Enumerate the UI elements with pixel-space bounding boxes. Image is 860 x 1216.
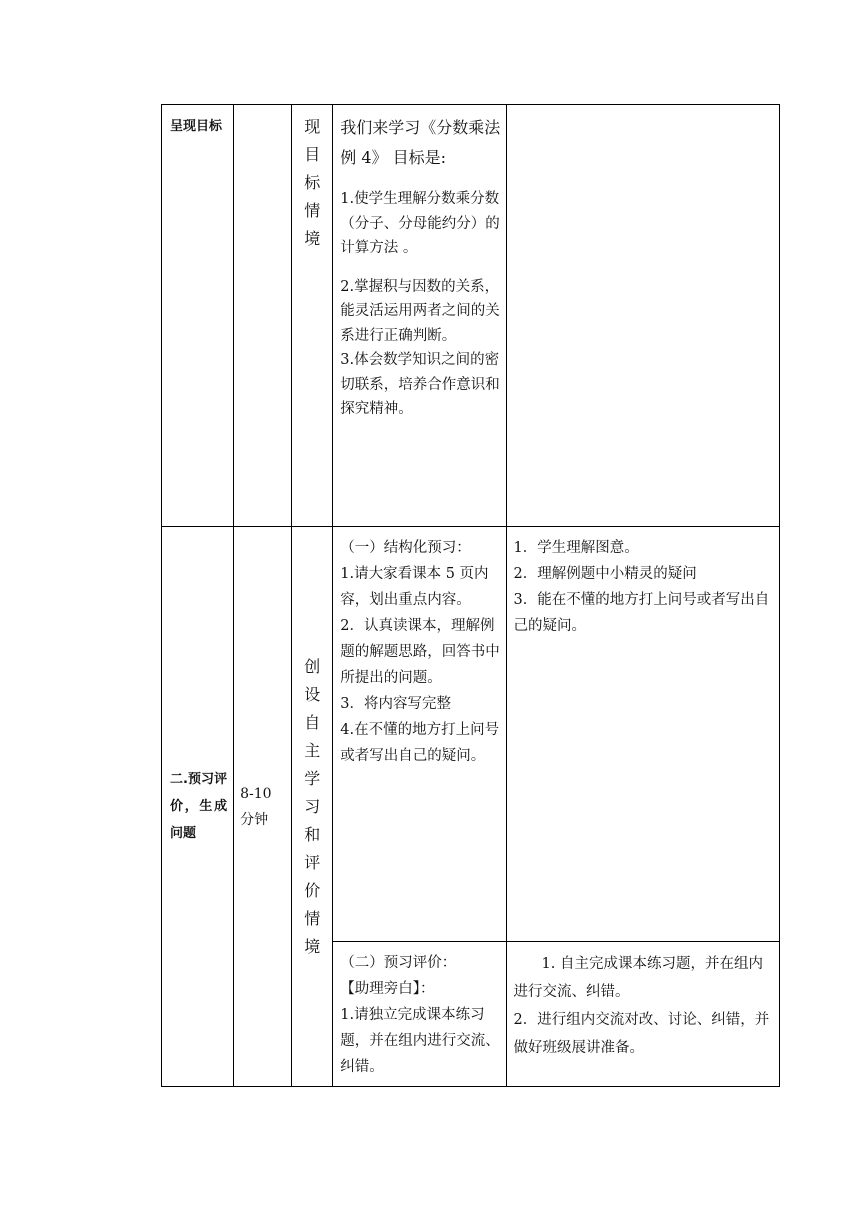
list-item: 1. 自主完成课本练习题，并在组内进行交流、纠错。	[513, 956, 763, 1000]
list-item: 2．进行组内交流对改、讨论、纠错，并做好班级展讲准备。	[513, 1012, 770, 1056]
list-item: （一）结构化预习：	[340, 540, 471, 556]
situation-text: 创设自主学习和评价情境	[304, 656, 321, 956]
list-item: 3．能在不懂的地方打上问号或者写出自己的疑问。	[513, 592, 770, 634]
list-item: 3．将内容写完整	[340, 696, 451, 712]
list-item: 4.在不懂的地方打上问号或者写出自己的疑问。	[340, 722, 500, 764]
table-row	[162, 527, 780, 942]
situation-cell	[292, 105, 333, 527]
teacher-activity-cell	[333, 527, 506, 942]
intro-text: 我们来学习《分数乘法例 4》 目标是:	[340, 118, 501, 167]
list-item: 1.请独立完成课本练习题，并在组内进行交流、纠错。	[340, 1007, 500, 1075]
student-activity-cell	[506, 105, 779, 527]
list-item: 2．理解例题中小精灵的疑问	[513, 566, 697, 582]
time-cell	[234, 105, 292, 527]
list-item: 1.请大家看课本 5 页内容，划出重点内容。	[340, 566, 489, 608]
list-item: 2．认真读课本，理解例题的解题思路，回答书中所提出的问题。	[340, 618, 500, 686]
time-cell: 8-10分钟	[234, 527, 292, 1087]
stage-cell: 二.预习评价，生成问题	[162, 527, 234, 1087]
stage-cell: 呈现目标	[162, 105, 234, 527]
teacher-activity-cell	[333, 105, 506, 527]
student-activity-cell	[506, 527, 779, 942]
list-item: 【助理旁白】：	[340, 981, 435, 997]
list-item: 1．学生理解图意。	[513, 540, 639, 556]
list-item: （二）预习评价：	[340, 955, 457, 971]
goal-item: 1.使学生理解分数乘分数（分子、分母能约分）的计算方法 。	[340, 191, 500, 256]
lesson-plan-table	[161, 104, 780, 1087]
situation-cell	[292, 527, 333, 1087]
goal-item: 3.体会数学知识之间的密切联系，培养合作意识和探究精神。	[340, 352, 500, 417]
student-activity-cell	[506, 942, 779, 1087]
table-row	[162, 105, 780, 527]
situation-text: 现目标情境	[304, 117, 321, 248]
goal-item: 2.掌握积与因数的关系，能灵活运用两者之间的关系进行正确判断。	[340, 278, 500, 344]
teacher-activity-cell	[333, 942, 506, 1087]
